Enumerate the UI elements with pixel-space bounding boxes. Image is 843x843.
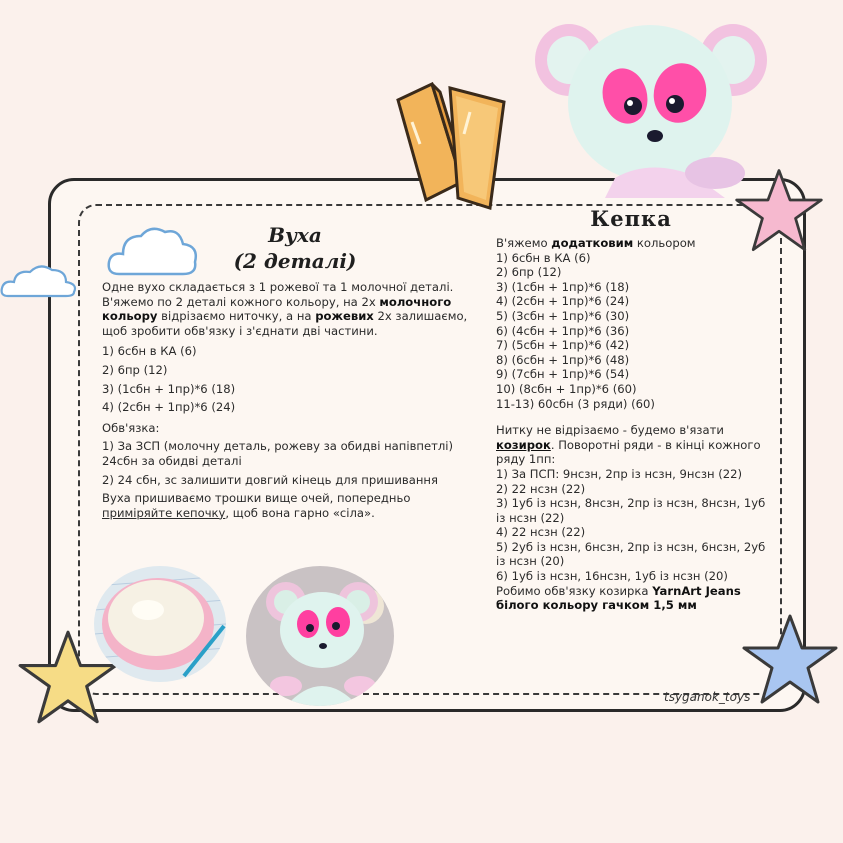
ears-row: 2) 6пр (12) [102,362,168,377]
cap-row: 5) (3сбн + 1пр)*6 (30) [496,308,630,323]
ears-intro-bold-milk: молочного кольору [102,294,452,324]
cap-row: 1) 6сбн в КА (6) [496,250,591,265]
ears-row: 3) (1сбн + 1пр)*6 (18) [102,381,236,396]
visor-intro-bold: козирок [496,437,551,452]
ears-intro-text: Одне вухо складається з 1 рожевої та 1 молочної деталі. В'яжемо по 2 деталі кожного кольору, на 2х [102,280,454,309]
ears-row: 4) (2сбн + 1пр)*6 (24) [102,400,236,415]
edging-row: 2) 24 сбн, зс залишити довгий кінець для пришивання [102,472,438,487]
visor-final-text: Робимо обв'язку козирка [496,583,653,598]
ears-outro-text: Вуха пришиваємо трошки вище очей, попередньо [102,491,411,506]
ear-piece-photo [94,566,226,682]
cap-intro-bold: додатковим [551,236,634,250]
cap-row: 6) (4сбн + 1пр)*6 (36) [496,323,630,338]
visor-intro-text: . Поворотні ряди - в кінці кожного ряду 1пп: [496,437,761,467]
ears-intro-bold-pink: рожевих [315,309,374,324]
ears-intro-text: 2х залишаємо, щоб зробити обв'язку і з'єднати дві частини. [102,309,468,338]
ears-section [102,222,478,524]
cap-intro-text: кольором [633,236,696,250]
ears-intro-text: відрізаємо ниточку, а на [157,309,316,324]
cap-row: 4) (2сбн + 1пр)*6 (24) [496,294,630,309]
cap-row: 2) 6пр (12) [496,265,562,280]
ears-title-line1: Вуха [268,223,322,247]
author-credit: tsyganok_toys [664,690,751,704]
visor-intro-text: Нитку не відрізаємо - будемо в'язати [496,423,724,438]
ears-outro-underlined: приміряйте кепочку [102,505,226,520]
edging-row: 1) За ЗСП (молочну деталь, рожеву за обидві напівпетлі) 24сбн за обидві деталі [102,439,454,468]
cap-section [496,204,766,613]
ears-outro-text: , щоб вона гарно «сіла». [225,505,375,520]
ears-title-line2: (2 деталі) [233,249,357,273]
cap-row: 10) (8сбн + 1пр)*6 (60) [496,381,637,396]
cap-title: Кепка [590,206,672,231]
visor-row: 4) 22 нсзн (22) [496,525,586,540]
cap-row: 11-13) 60сбн (3 ряди) (60) [496,396,655,411]
visor-row: 6) 1уб із нсзн, 16нсзн, 1уб із нсзн (20) [496,569,728,584]
cap-row: 9) (7сбн + 1пр)*6 (54) [496,367,630,382]
visor-row: 5) 2уб із нсзн, 6нсзн, 2пр із нсзн, 6нсзн, 2уб із нсзн (20) [496,539,766,569]
ears-row: 1) 6сбн в КА (6) [102,344,197,359]
mouse-toy-photo [246,566,394,706]
visor-final-bold: YarnArt Jeans білого кольору гачком 1,5 мм [496,583,741,613]
cap-row: 7) (5сбн + 1пр)*6 (42) [496,338,630,353]
ears-title [102,222,478,274]
visor-final [496,584,766,613]
visor-row: 2) 22 нсзн (22) [496,481,586,496]
edging-title: Обв'язка: [102,420,160,435]
cap-intro [496,236,766,251]
visor-row: 3) 1уб із нсзн, 8нсзн, 2пр із нсзн, 8нсзн, 1уб із нсзн (22) [496,496,766,525]
cloud-icon [0,262,78,302]
cap-row: 8) (6сбн + 1пр)*6 (48) [496,352,630,367]
visor-row: 1) За ПСП: 9нсзн, 2пр із нсзн, 9нсзн (22) [496,466,743,481]
cap-intro-text: В'яжемо [496,236,552,250]
ears-outro [102,491,478,520]
blue-star-icon [740,610,840,710]
cap-row: 3) (1сбн + 1пр)*6 (18) [496,279,630,294]
visor-intro [496,423,766,467]
ears-intro [102,280,478,338]
